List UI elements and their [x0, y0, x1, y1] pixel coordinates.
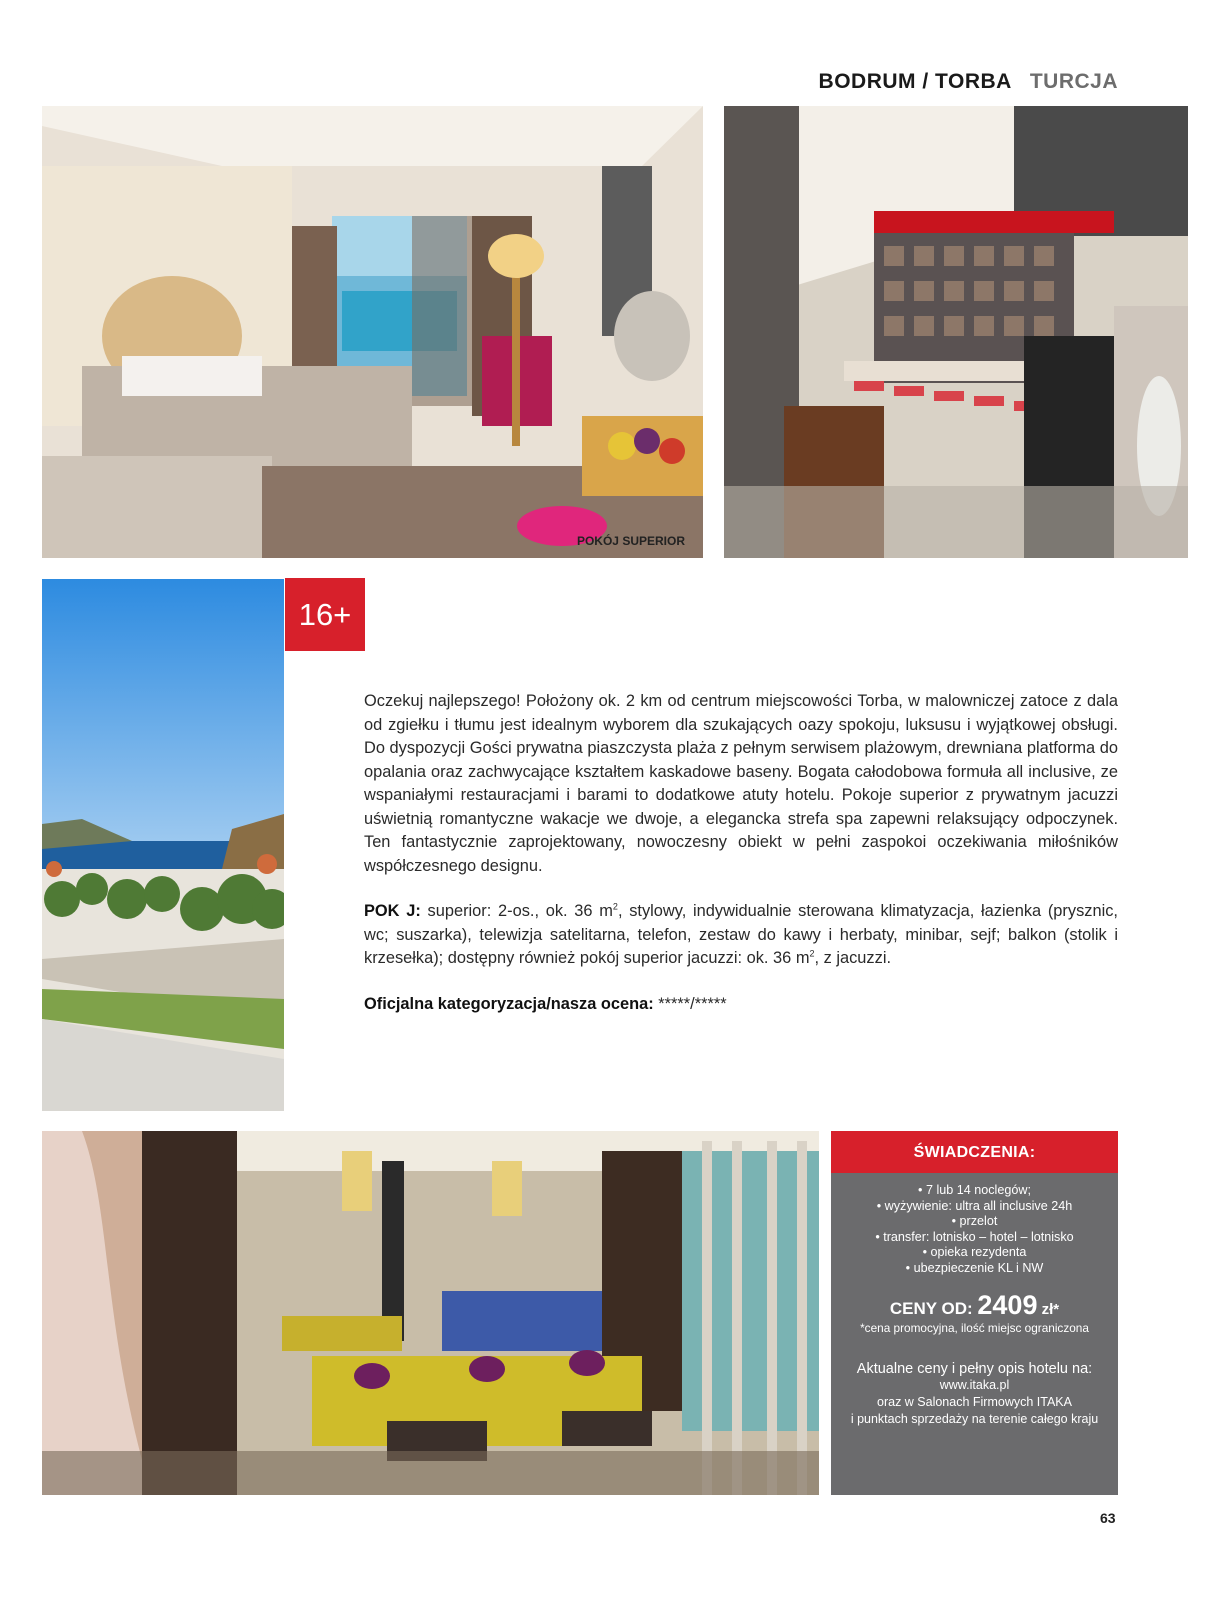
room-text: , stylowy, indywidualnie sterowana klimatyzacja, łazienka (prysznic, wc; suszarka), telewizja satelitarna, telefon, zestaw do kawy i herbaty, minibar, sejf; balkon (stolik i krzesełka); dostępny również pokój superior jacuzzi: ok. 36 m [364, 902, 1118, 967]
photo-caption: POKÓJ SUPERIOR [576, 534, 685, 548]
sup-unit: 2 [612, 901, 618, 912]
price-amount: 2409 [977, 1290, 1038, 1320]
benefit-item: • przelot [951, 1214, 998, 1228]
room-label: POK J: [364, 902, 421, 920]
price-label: CENY OD: [889, 1299, 978, 1318]
room-text: superior: 2-os., ok. 36 m [420, 902, 613, 920]
benefits-list [831, 1183, 1118, 1276]
rating-label: Oficjalna kategoryzacja/nasza ocena: [364, 994, 654, 1013]
price-currency: zł* [1037, 1301, 1060, 1318]
age-badge: 16+ [285, 578, 365, 651]
lobby-photo [42, 1131, 819, 1495]
room-paragraph [364, 900, 1118, 971]
room-text: , z jacuzzi. [814, 949, 892, 967]
info-line: oraz w Salonach Firmowych ITAKA [877, 1395, 1072, 1409]
benefits-box [831, 1131, 1118, 1495]
page-number: 63 [1100, 1510, 1116, 1526]
benefit-item: • wyżywienie: ultra all inclusive 24h [876, 1198, 1073, 1213]
website-link[interactable]: www.itaka.pl [939, 1378, 1010, 1392]
rating-value: *****/***** [653, 994, 727, 1013]
hotel-description [364, 690, 1118, 1038]
benefit-item: • transfer: lotnisko – hotel – lotnisko [875, 1229, 1074, 1244]
benefits-title: ŚWIADCZENIA: [831, 1131, 1118, 1173]
benefit-item: • 7 lub 14 noclegów; [918, 1183, 1031, 1197]
country-title: TURCJA [1029, 70, 1118, 93]
price-note: *cena promocyjna, ilość miejsc ograniczona [860, 1321, 1089, 1335]
sup-unit: 2 [809, 948, 815, 959]
benefit-item: • ubezpieczenie KL i NW [905, 1260, 1044, 1275]
benefit-item: • opieka rezydenta [922, 1245, 1027, 1259]
room-photo [42, 106, 703, 558]
bar-photo [724, 106, 1188, 558]
beach-photo [42, 579, 284, 1111]
location-title: BODRUM / TORBA [818, 70, 1012, 93]
info-title: Aktualne ceny i pełny opis hotelu na: [856, 1361, 1093, 1377]
destination-header [0, 70, 1118, 94]
price-line [831, 1290, 1118, 1321]
rating-line [364, 993, 1118, 1017]
info-line: i punktach sprzedaży na terenie całego kraju [850, 1412, 1099, 1426]
intro-paragraph: Oczekuj najlepszego! Położony ok. 2 km od centrum miejscowości Torba, w malowniczej zatoce z dala od zgiełku i tłumu jest idealnym wyborem dla szukających oazy spokoju, luksusu i wyjątkowej obsługi. Do dyspozycji Gości prywatna piaszczysta plaża z pełnym serwisem plażowym, drewniana platforma do opalania oraz zachwycające kształtem kaskadowe baseny. Bogata całodobowa formuła all inclusive, ze wspaniałymi restauracjami i barami to dodatkowe atuty hotelu. Pokoje superior z prywatnym jacuzzi uświetnią romantyczne wakacje we dwoje, a elegancka strefa spa zapewni relaksujący odpoczynek. Ten fantastycznie zaprojektowany, nowoczesny obiekt w pełni zaspokoi oczekiwania miłośników współczesnego designu. [364, 692, 1118, 875]
